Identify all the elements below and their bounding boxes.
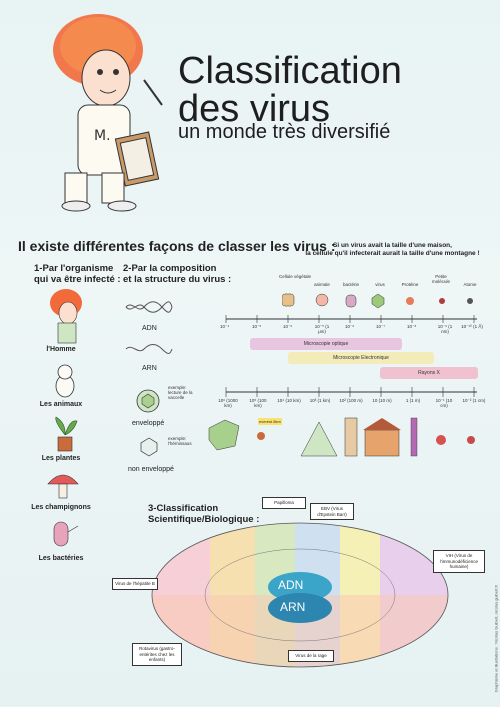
- bottom-tick: 10⁴ (10 km): [277, 398, 301, 403]
- bar-xray: Rayons X: [380, 367, 478, 379]
- human-icon: [46, 287, 86, 345]
- obj-label-protein: Protéine: [401, 282, 419, 287]
- section-heading: Il existe différentes façons de classer les virus :: [18, 238, 336, 254]
- callout-vih: VIH (Virus de l'immunodéficience humaine): [433, 550, 485, 573]
- bottom-tick: 10³ (1 km): [309, 398, 331, 403]
- rna-label: ARN: [142, 365, 157, 372]
- note-enveloped: exemple: lecture de la vaccelle: [168, 385, 193, 400]
- svg-text:M.: M.: [94, 128, 111, 144]
- host-label-plants: Les plantes: [41, 455, 81, 462]
- obj-label-virus: virus: [375, 282, 385, 287]
- wheel-center-dna: ADN: [278, 578, 304, 592]
- host-label-human: l'Homme: [46, 346, 76, 353]
- enveloped-label: enveloppé: [132, 420, 165, 427]
- top-tick: 10⁻⁵: [252, 324, 262, 329]
- obj-label-atom: Atome: [463, 282, 477, 287]
- bottom-tick: 1 (1 m): [405, 398, 421, 403]
- scale-caption: Si un virus avait la taille d'une maison, la cellule qu'il infecterait aurait la taille d'une montagne !: [305, 242, 480, 257]
- top-scale-ticks: [222, 324, 484, 336]
- page-subtitle: un monde très diversifié: [178, 121, 391, 143]
- bottom-scale-ticks: [216, 398, 488, 412]
- bottom-tick: 10² (100 m): [339, 398, 363, 403]
- non-enveloped-label: non enveloppé: [128, 466, 174, 473]
- dna-label: ADN: [142, 325, 157, 332]
- bottom-tick: 10⁻² (1 cm): [462, 398, 486, 403]
- bar-optical-microscopy: Microscopie optique: [250, 338, 402, 350]
- bottom-tick: 10 (10 m): [372, 398, 392, 403]
- host-label-bacteria: Les bactéries: [38, 555, 84, 562]
- page-title: Classification des virus: [178, 50, 402, 130]
- top-tick: 10⁻⁸: [407, 324, 417, 329]
- bottom-tick: 10⁶ (1000 km): [218, 398, 238, 408]
- top-tick: 10⁻⁹ (1 nm): [437, 324, 453, 334]
- mascot-illustration: [40, 10, 170, 215]
- top-tick: 10⁻⁶: [345, 324, 355, 329]
- callout-ebv: EBV (Virus d'Epstein Barr): [310, 503, 354, 520]
- top-tick: 10⁻⁴: [220, 324, 230, 329]
- col2-heading: 2-Par la composition et la structure du virus :: [123, 263, 232, 285]
- host-label-fungi: Les champignons: [31, 504, 91, 511]
- bacteria-icon: [48, 518, 80, 548]
- dog-icon: [52, 362, 78, 398]
- obj-label-molecule: Petite molécule: [431, 274, 450, 284]
- callout-rabies: Virus de la rage: [288, 650, 334, 662]
- callout-hepatitis-b: Virus de l'hépatite B: [112, 578, 158, 590]
- mushroom-icon: [46, 470, 80, 500]
- host-label-animals: Les animaux: [39, 401, 83, 408]
- top-tick: 10⁻⁷: [376, 324, 386, 329]
- everest-label: everest 8km: [259, 419, 281, 424]
- col3-heading: 3-Classification Scientifique/Biologique :: [148, 503, 260, 525]
- dna-icon: [124, 300, 174, 314]
- rna-icon: [124, 343, 174, 355]
- credit-text: Graphisme et illustrations : Nicolas Guibert, nicolas.guibert.fr: [493, 585, 498, 693]
- bottom-tick: 10⁻¹ (10 cm): [435, 398, 453, 408]
- bottom-tick: 10⁵ (100 km): [249, 398, 267, 408]
- plant-icon: [50, 415, 80, 453]
- top-tick: 10⁻¹⁰ (1 Å): [461, 324, 483, 329]
- hosts-list: [28, 285, 108, 575]
- wheel-center-rna: ARN: [280, 600, 306, 614]
- col1-heading: 1-Par l'organisme qui va être infecté :: [34, 263, 121, 285]
- obj-label-animal-cell: animale: [314, 282, 330, 287]
- callout-papilloma: Papilloma: [262, 497, 306, 509]
- bottom-scale-axis: [222, 385, 482, 399]
- callout-rotavirus: Rotavirus (gastro-entérites chez les enfants): [132, 643, 182, 666]
- top-tick: 10⁻⁵ (1 μm): [314, 324, 330, 334]
- enveloped-virus-icon: [135, 388, 161, 414]
- non-enveloped-virus-icon: [138, 436, 160, 458]
- scale-object-icons: [282, 292, 482, 310]
- top-tick: 10⁻⁶: [283, 324, 293, 329]
- obj-label-bacteria: bactérie: [342, 282, 359, 287]
- obj-label-plant-cell: Cellule végétale: [278, 274, 312, 279]
- classification-wheel: [150, 520, 450, 670]
- scale-landscape-illustrations: [205, 412, 490, 460]
- bar-electron-microscopy: Microscopie Electronique: [288, 352, 434, 364]
- note-non-enveloped: exemple: l'hérnissaus: [168, 436, 192, 446]
